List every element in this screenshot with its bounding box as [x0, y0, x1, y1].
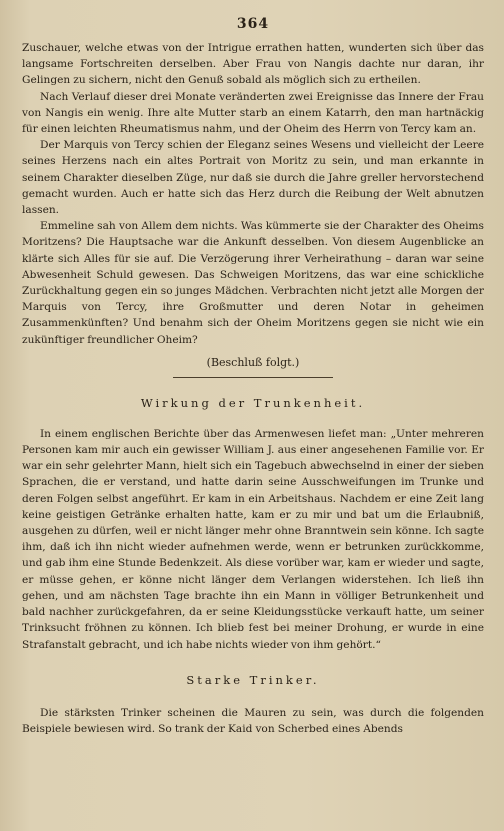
paragraph: Zuschauer, welche etwas von der Intrigue errathen hatten, wunderten sich über das langsame Fortschreiten derselben. Aber Frau von Nangis dachte nur daran, ihr Gelingen zu sichern, nicht den Genuß sobald als möglich sich zu ertheilen. — [22, 42, 484, 87]
paragraph: Der Marquis von Tercy schien der Eleganz seines Wesens und vielleicht der Leere seines Herzens nach ein altes Portrait von Moritz zu sein, und man erkannte in seinem Charakter dieselben Züge, nur daß sie durch die Jahre greller hervorstechend gemacht wurden. Auch er hatte sich das Herz durch die Reibung der Welt abnutzen lassen. — [22, 139, 484, 217]
section-drunkenness — [22, 396, 484, 653]
paragraph: In einem englischen Berichte über das Armenwesen liefet man: „Unter mehreren Personen kam mir auch ein gewisser William J. aus einer angesehenen Familie vor. Er war ein sehr gelehrter Mann, hielt sich ein Tagebuch abwechselnd in einer der sieben Sprachen, die er verstand, und hatte darin seine Ausschweifungen im Trunke und deren Folgen selbst angeführt. Er kam in ein Arbeitshaus. Nachdem er eine Zeit lang keine geistigen Getränke erhalten hatte, kam er zu mir und bat um die Erlaubniß, ausgehen zu dürfen, weil er nicht länger mehr ohne Branntwein sein könne. Ich sagte ihm, daß ich ihn nicht wieder aufnehmen werde, wenn er betrunken zurückkomme, und gab ihm eine Stunde Bedenkzeit. Als diese vorüber war, kam er wieder und sagte, er müsse gehen, er könne nicht länger dem Verlangen widerstehen. Ich ließ ihn gehen, und am nächsten Tage brachte ihn ein Mann in völliger Betrunkenheit und bald nachher zurückgefahren, da er seine Kleidungsstücke verkauft hatte, um seiner Trinksucht fröhnen zu können. Ich blieb fest bei meiner Drohung, er wurde in eine Strafanstalt gebracht, und ich habe nichts wieder von ihm gehört.“ — [22, 427, 484, 651]
section-strong-drinkers — [22, 673, 484, 737]
section-title: Starke Trinker. — [186, 672, 320, 687]
section-title: Wirkung der Trunkenheit. — [140, 395, 366, 410]
section-continued-story — [22, 40, 484, 369]
continuation-note: (Beschluß folgt.) — [206, 355, 300, 369]
paragraph: Die stärksten Trinker scheinen die Mauren zu sein, was durch die folgenden Beispiele bewiesen wird. So trank der Kaid von Scherbed eines Abends — [22, 706, 484, 735]
paragraph: Nach Verlauf dieser drei Monate veränderten zwei Ereignisse das Innere der Frau von Nangis ein wenig. Ihre alte Mutter starb an einem Katarrh, den man hartnäckig für einen leichten Rheumatismus nahm, und der Oheim des Herrn von Tercy kam an. — [22, 90, 484, 136]
page-number: 364 — [236, 16, 270, 32]
section-divider — [173, 377, 333, 378]
paragraph: Emmeline sah von Allem dem nichts. Was kümmerte sie der Charakter des Oheims Moritzens? Die Hauptsache war die Ankunft desselben. Von diesem Augenblicke an klärte sich Alles für sie auf. Die Verzögerung ihrer Verheirathung – daran war seine Abwesenheit Schuld gewesen. Das Schweigen Moritzens, das war eine schickliche Zurückhaltung gegen ein so junges Mädchen. Verbrachten nicht jetzt alle Morgen der Marquis von Tercy, ihre Großmutter und deren Notar in geheimen Zusammenkünften? Und benahm sich der Oheim Moritzens gegen sie nicht wie ein zukünftiger freundlicher Oheim? — [22, 220, 484, 346]
